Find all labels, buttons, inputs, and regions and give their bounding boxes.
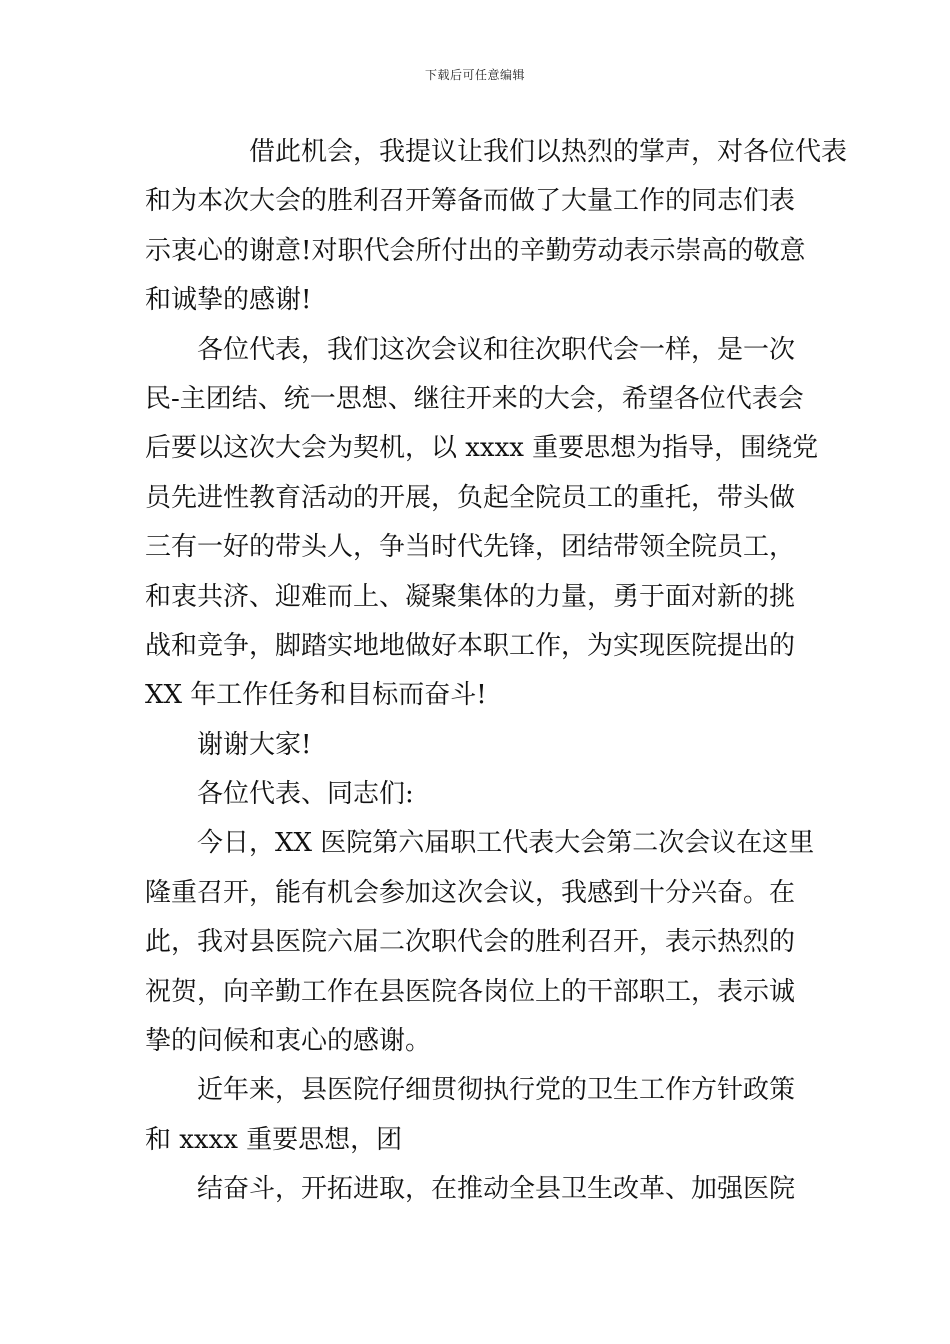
paragraph-line: 员先进性教育活动的开展，负起全院员工的重托，带头做 [145,482,796,513]
paragraph-line: 隆重召开，能有机会参加这次会议，我感到十分兴奋。在 [145,877,796,908]
paragraph-line: 民-主团结、统一思想、继往开来的大会，希望各位代表会 [145,383,804,414]
paragraph-line: 今日，XX 医院第六届职工代表大会第二次会议在这里 [197,828,815,859]
paragraph-line: 和诚挚的感谢! [145,285,312,316]
paragraph-line: XX 年工作任务和目标而奋斗! [145,680,487,711]
paragraph-line: 近年来，县医院仔细贯彻执行党的卫生工作方针政策 [197,1075,796,1106]
paragraph-line: 和 xxxx 重要思想，团 [145,1124,403,1155]
paragraph-line: 结奋斗，开拓进取，在推动全县卫生改革、加强医院 [197,1174,796,1205]
document-body [145,128,848,1215]
paragraph-line: 战和竞争，脚踏实地地做好本职工作，为实现医院提出的 [145,630,796,661]
paragraph-thank-you [145,721,810,770]
paragraph-representatives [145,326,819,721]
paragraph-continuation [145,1165,810,1214]
paragraph-line: 此，我对县医院六届二次职代会的胜利召开，表示热烈的 [145,927,796,958]
paragraph-line: 各位代表、同志们: [197,779,414,810]
paragraph-line: 和为本次大会的胜利召开筹备而做了大量工作的同志们表 [145,186,796,217]
paragraph-line: 三有一好的带头人，争当时代先锋，团结带领全院员工， [145,532,796,563]
paragraph-line: 和衷共济、迎难而上、凝聚集体的力量，勇于面对新的挑 [145,581,796,612]
paragraph-salutation [145,770,810,819]
paragraph-line: 借此机会，我提议让我们以热烈的掌声，对各位代表 [249,137,848,167]
paragraph-opening [145,819,815,1066]
paragraph-line: 谢谢大家! [197,729,312,760]
paragraph-line: 各位代表，我们这次会议和往次职代会一样，是一次 [197,334,796,365]
page-header: 下载后可任意编辑 [424,68,525,82]
paragraph-line: 挚的问候和衷心的感谢。 [145,1026,432,1057]
paragraph-line: 示衷心的谢意!对职代会所付出的辛勤劳动表示崇高的敬意 [145,235,806,266]
paragraph-thanks [145,128,848,326]
paragraph-line: 后要以这次大会为契机，以 xxxx 重要思想为指导，围绕党 [145,433,819,464]
paragraph-recent-years [145,1066,810,1165]
paragraph-line: 祝贺，向辛勤工作在县医院各岗位上的干部职工，表示诚 [145,976,796,1007]
